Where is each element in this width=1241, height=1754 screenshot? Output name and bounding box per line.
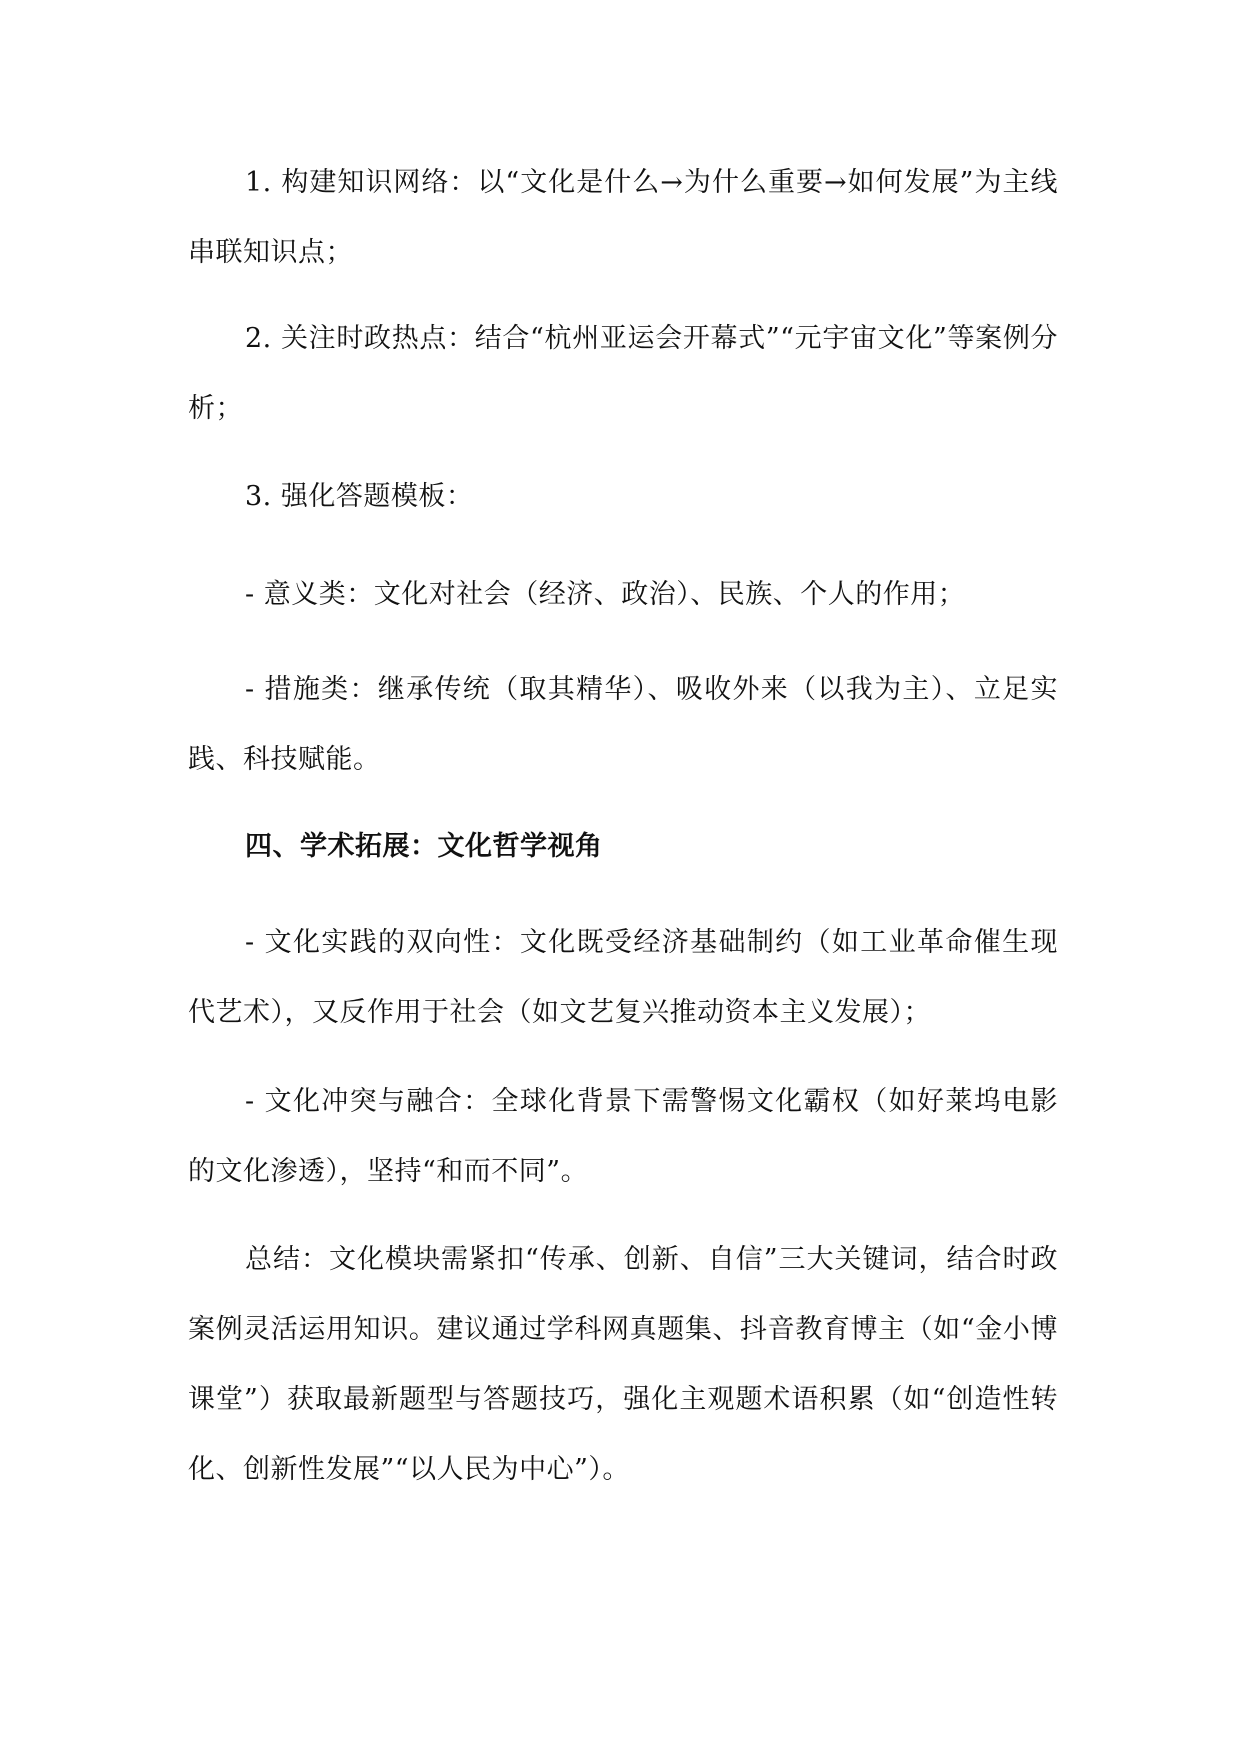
template-measures: - 措施类：继承传统（取其精华）、吸收外来（以我为主）、立足实践、科技赋能。 (188, 674, 1058, 775)
philosophy-duality: - 文化实践的双向性：文化既受经济基础制约（如工业革命催生现代艺术），又反作用于社会（如文艺复兴推动资本主义发展）； (188, 927, 1058, 1028)
summary-paragraph: 总结：文化模块需紧扣“传承、创新、自信”三大关键词，结合时政案例灵活运用知识。建议通过学科网真题集、抖音教育博主（如“金小博课堂”）获取最新题型与答题技巧，强化主观题术语积累（如“创造性转化、创新性发展”“以人民为中心”）。 (188, 1244, 1058, 1485)
study-tip-answer-template: 3. 强化答题模板： (245, 481, 474, 512)
template-significance: - 意义类：文化对社会（经济、政治）、民族、个人的作用； (245, 579, 966, 610)
philosophy-conflict-fusion: - 文化冲突与融合：全球化背景下需警惕文化霸权（如好莱坞电影的文化渗透），坚持“和而不同”。 (188, 1086, 1058, 1187)
section-heading: 四、学术拓展：文化哲学视角 (245, 831, 603, 862)
study-tip-knowledge-network: 1. 构建知识网络：以“文化是什么→为什么重要→如何发展”为主线串联知识点； (188, 167, 1058, 268)
study-tip-current-affairs: 2. 关注时政热点：结合“杭州亚运会开幕式”“元宇宙文化”等案例分析； (188, 323, 1058, 424)
